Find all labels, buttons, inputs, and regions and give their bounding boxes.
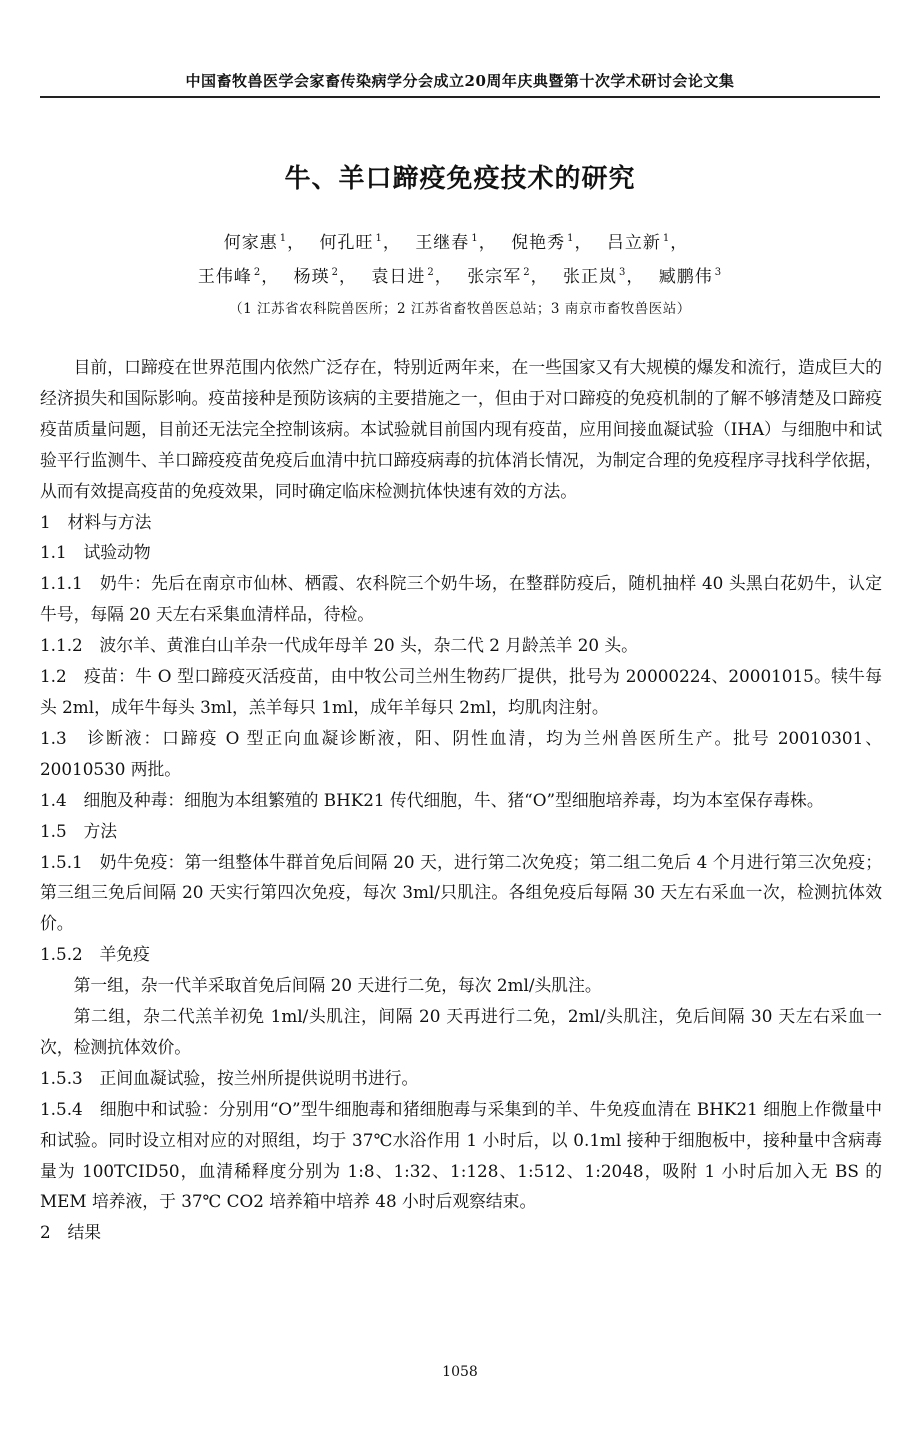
paragraph: 第一组，杂一代羊采取首免后间隔 20 天进行二免，每次 2ml/头肌注。 <box>73 975 602 996</box>
author: 杨瑛 $^2$ <box>293 267 340 287</box>
paragraph: 1.3 诊断液：口蹄疫 O 型正向血凝诊断液，阳、阴性血清，均为兰州兽医所生产。批号 20010301、20010530 两批。 <box>40 727 882 779</box>
paragraph: 第二组，杂二代羔羊初免 1ml/头肌注，间隔 20 天再进行二免，2ml/头肌注，免后间隔 30 天左右采血一次，检测抗体效价。 <box>40 1006 882 1057</box>
subsection-heading: 1.1 试验动物 <box>40 542 151 563</box>
body-text <box>40 352 882 1248</box>
running-header: 中国畜牧兽医学会家畜传染病学分会成立20周年庆典暨第十次学术研讨会论文集 <box>185 72 735 90</box>
paragraph: 1.5.3 正间血凝试验，按兰州所提供说明书进行。 <box>40 1067 419 1088</box>
paragraph: 1.2 疫苗：牛 O 型口蹄疫灭活疫苗，由中牧公司兰州生物药厂提供，批号为 20000224、20001015。犊牛每头 2ml，成年牛每头 3ml，羔羊每只 1ml，成年羊每只 2ml，均肌肉注射。 <box>40 666 882 717</box>
subsection-heading: 1.5 方法 <box>40 820 118 841</box>
paragraph: 1.5.4 细胞中和试验：分别用“O”型牛细胞毒和猪细胞毒与采集到的羊、牛免疫血清在 BHK21 细胞上作微量中和试验。同时设立相对应的对照组，均于 37℃水浴作用 1 小时后，以 0.1ml 接种于细胞板中，接种量中含病毒量为 100TCID50，血清稀释度分别为 1:8、1:32、1:128、1:512、1:2048，吸附 1 小时后加入无 BS 的 MEM 培养液，于 37℃ CO2 培养箱中培养 48 小时后观察结束。 <box>40 1098 882 1212</box>
page-number: 1058 <box>442 1364 478 1380</box>
author: 张正岚 $^3$ <box>562 267 627 287</box>
intro-paragraph: 目前，口蹄疫在世界范围内依然广泛存在，特别近两年来，在一些国家又有大规模的爆发和流行，造成巨大的经济损失和国际影响。疫苗接种是预防该病的主要措施之一，但由于对口蹄疫的免疫机制的了解不够清楚及口蹄疫疫苗质量问题，目前还无法完全控制该病。本试验就目前国内现有疫苗，应用间接血凝试验（IHA）与细胞中和试验平行监测牛、羊口蹄疫疫苗免疫后血清中抗口蹄疫病毒的抗体消长情况，为制定合理的免疫程序寻找科学依据，从而有效提高疫苗的免疫效果，同时确定临床检测抗体快速有效的方法。 <box>40 357 882 501</box>
author: 何家惠 $^1$ <box>223 233 288 253</box>
section-heading: 2 结果 <box>40 1222 102 1243</box>
author: 王伟峰 $^2$ <box>197 267 262 287</box>
author: 张宗军 $^2$ <box>467 267 531 287</box>
authors-line-1: 何家惠 $^1$， 何孔旺 $^1$， 王继春 $^1$， 倪艳秀 $^1$， 吕立新 $^1$， <box>223 233 689 253</box>
paragraph: 1.4 细胞及种毒：细胞为本组繁殖的 BHK21 传代细胞，牛、猪“O”型细胞培养毒，均为本室保存毒株。 <box>40 789 824 810</box>
author: 臧鹏伟 $^3$ <box>658 267 723 287</box>
paragraph: 1.5.1 奶牛免疫：第一组整体牛群首免后间隔 20 天，进行第二次免疫；第二组二免后 4 个月进行第三次免疫；第三组三免后间隔 20 天实行第四次免疫，每次 3ml/只肌注。各组免疫后每隔 30 天左右采血一次，检测抗体效价。 <box>40 851 882 934</box>
affiliations: （1 江苏省农科院兽医所；2 江苏省畜牧兽医总站；3 南京市畜牧兽医站） <box>229 301 691 317</box>
header-rule <box>40 96 880 98</box>
author: 袁日进 $^2$ <box>371 267 435 287</box>
author: 王继春 $^1$ <box>415 233 479 253</box>
subsection-heading: 1.5.2 羊免疫 <box>40 944 150 965</box>
author: 何孔旺 $^1$ <box>319 233 383 253</box>
authors-line-2: 王伟峰 $^2$， 杨瑛 $^2$， 袁日进 $^2$， 张宗军 $^2$， 张正岚 $^3$， 臧鹏伟 $^3$ <box>197 267 723 287</box>
paragraph: 1.1.2 波尔羊、黄淮白山羊杂一代成年母羊 20 头，杂二代 2 月龄羔羊 20 头。 <box>40 635 638 656</box>
author: 倪艳秀 $^1$ <box>511 233 575 253</box>
paragraph: 1.1.1 奶牛：先后在南京市仙林、栖霞、农科院三个奶牛场，在整群防疫后，随机抽样 40 头黑白花奶牛，认定牛号，每隔 20 天左右采集血清样品，待检。 <box>40 573 882 625</box>
author: 吕立新 $^1$ <box>606 233 671 253</box>
section-heading: 1 材料与方法 <box>40 511 152 532</box>
paper-title: 牛、羊口蹄疫免疫技术的研究 <box>284 164 636 194</box>
